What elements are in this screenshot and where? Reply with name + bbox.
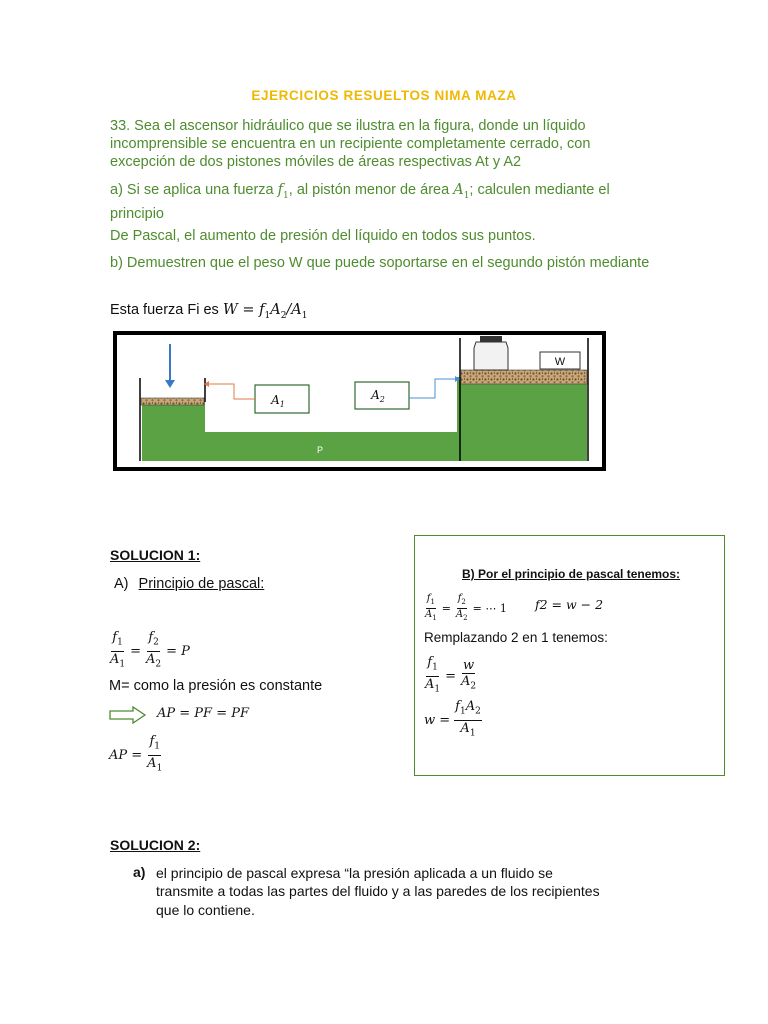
w-lhs: w = [424,712,451,728]
page-title: EJERCICIOS RESUELTOS NIMA MAZA [251,88,517,103]
force-text: Esta fuerza Fi es [110,302,223,318]
part-a-post: ; calculen mediante el principio [110,182,610,222]
area-a2-label: $A_2$ [371,388,385,404]
small-piston [141,398,204,405]
solution1-part-a-title: Principio de pascal: [138,576,265,592]
box-equation-4 [424,699,482,741]
fraction-f1-a1: $\frac{f_1}{A_1}$ [147,734,163,774]
replacing-text: Remplazando 2 en 1 tenemos: [424,630,608,645]
problem-part-a [110,181,660,223]
ap-lhs: AP = [109,747,143,763]
implies-arrow-icon [109,706,147,724]
fraction-f2-a2: $\frac{f_2}{A_2}$ [146,630,162,670]
pascal-equation: $\frac{f_1}{A_1}$ = $\frac{f_2}{A_2}$ = P [109,630,190,672]
problem-part-b: b) Demuestren que el peso W que puede soportarse en el segundo pistón mediante [110,255,650,271]
problem-part-a-line2: De Pascal, el aumento de presión del líquido en todos sus puntos. [110,228,536,244]
solution-b-heading: B) Por el principio de pascal tenemos: [462,567,681,581]
solution2-line1: el principio de pascal expresa “la presión aplicada a un fluido se [156,865,553,881]
solution1-part-a-label: A) [114,576,129,592]
symbol-a1: $A_1$ [453,182,470,201]
weight-label: W [554,356,566,368]
hydraulic-lift-diagram [112,330,608,474]
box-equation-1: $\frac{f_1}{A_1}$ = $\frac{f_2}{A_2}$ = ⋯ 1 [425,593,507,622]
box-equation-3: $\frac{f_1}{A_1}$ = $\frac{w}{A_2}$ [424,655,477,697]
eq1-tail: = ⋯ 1 [472,602,507,615]
fraction-w-a2: $\frac{w}{A_2}$ [461,657,477,692]
area-a1-label: $A_1$ [271,393,285,409]
force-formula: $W = f_1A_2/A_1$ [222,302,308,321]
object-on-piston [474,342,508,370]
fraction-f1-a1: $\frac{f_1}{A_1}$ [425,655,441,695]
constant-pressure-text: M= como la presión es constante [109,678,323,694]
part-a-pre: a) Si se aplica una fuerza [110,182,278,198]
solution1-part-a [114,575,264,593]
solution2-line3: que lo contiene. [156,902,255,918]
solution2-line2: transmite a todas las partes del fluido y a las paredes de los recipientes [156,883,600,899]
object-cap [480,336,502,342]
fraction-f1-a1: $\frac{f_1}{A_1}$ [110,630,126,670]
large-piston [461,370,587,384]
ap-result [109,734,163,776]
fraction-f1-a1: $\frac{f_1}{A_1}$ [425,593,437,622]
symbol-f1: $f_1$ [277,182,289,201]
fraction-f1a2-a1: $\frac{f_1A_2}{A_1}$ [455,699,481,739]
box-equation-2: f2 = w − 2 [535,597,604,612]
problem-statement: 33. Sea el ascensor hidráulico que se ilustra en la figura, donde un líquido incomprensible se encuentra en un recipiente completamente cerrado, con excepción de dos pistones móviles de áreas respectivas At y A2 [110,118,591,170]
solution2-item-label: a) [133,864,146,880]
fraction-f2-a2: $\frac{f_2}{A_2}$ [455,593,468,622]
pressure-label: P [316,445,324,455]
part-a-mid: , al pistón menor de área [288,182,454,198]
ap-equation: AP = PF = PF [157,706,249,721]
solution1-heading: SOLUCION 1: [110,547,201,563]
solution2-heading: SOLUCION 2: [110,837,201,853]
force-statement [110,301,510,325]
